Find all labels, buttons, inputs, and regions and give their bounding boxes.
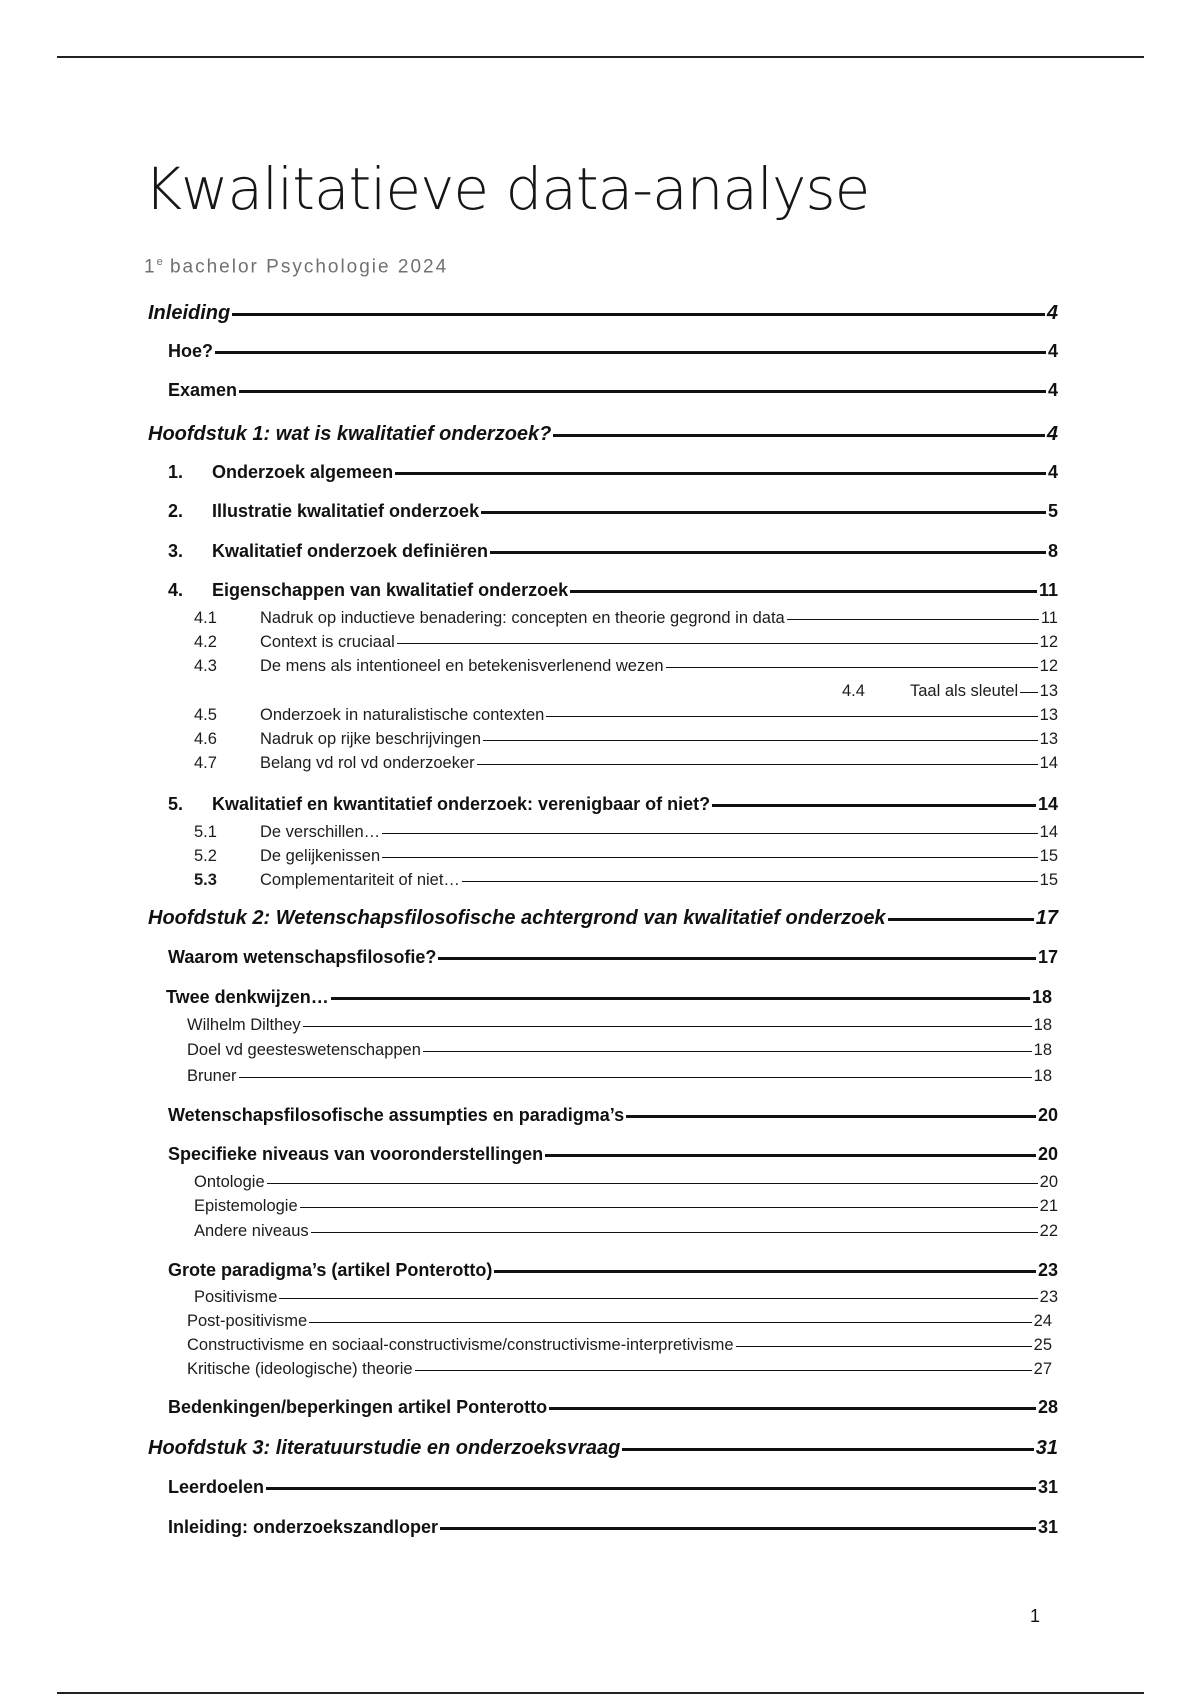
- toc-entry-page: 18: [1033, 1067, 1052, 1085]
- toc-entry[interactable]: [187, 1067, 1052, 1089]
- toc-leader-line: [239, 390, 1046, 393]
- toc-entry-number: 5.3: [194, 871, 217, 889]
- toc-entry[interactable]: [194, 823, 1058, 845]
- toc-entry[interactable]: [168, 541, 1058, 565]
- toc-entry[interactable]: [194, 1222, 1058, 1244]
- toc-entry-label: De gelijkenissen: [260, 847, 381, 865]
- toc-leader-line: [300, 1207, 1038, 1208]
- toc-entry-page: 13: [1039, 730, 1058, 748]
- toc-entry-page: 27: [1033, 1360, 1052, 1378]
- toc-entry[interactable]: [187, 1016, 1052, 1038]
- toc-entry[interactable]: [194, 1197, 1058, 1219]
- toc-entry-number: 5.: [168, 794, 184, 814]
- toc-leader-line: [462, 881, 1038, 882]
- toc-entry-page: 18: [1031, 987, 1052, 1007]
- toc-leader-line: [490, 551, 1046, 554]
- toc-entry[interactable]: [168, 580, 1058, 604]
- toc-entry-label: Waarom wetenschapsfilosofie?: [168, 947, 437, 967]
- toc-entry-number: 4.7: [194, 754, 217, 772]
- toc-entry-page: 11: [1040, 609, 1058, 627]
- toc-leader-line: [483, 740, 1038, 741]
- toc-entry-label: Belang vd rol vd onderzoeker: [260, 754, 475, 772]
- toc-entry[interactable]: [168, 462, 1058, 486]
- toc-entry-label: Inleiding: [148, 302, 231, 324]
- toc-entry-number: 4.2: [194, 633, 217, 651]
- toc-entry-label: Post-positivisme: [187, 1312, 308, 1330]
- toc-entry-label: Hoofdstuk 2: Wetenschapsfilosofische achtergrond van kwalitatief onderzoek: [148, 907, 886, 929]
- toc-leader-line: [395, 472, 1046, 475]
- toc-entry[interactable]: [194, 1173, 1058, 1195]
- toc-entry[interactable]: [168, 1397, 1058, 1421]
- toc-entry-label: Eigenschappen van kwalitatief onderzoek: [212, 580, 569, 600]
- toc-entry[interactable]: [194, 847, 1058, 869]
- toc-leader-line: [546, 716, 1037, 717]
- toc-entry-page: 21: [1039, 1197, 1058, 1215]
- toc-entry-page: 4: [1047, 462, 1058, 482]
- toc-entry-number: 5.2: [194, 847, 217, 865]
- toc-entry[interactable]: [148, 1437, 1058, 1463]
- page-number: 1: [1030, 1606, 1041, 1626]
- toc-leader-line: [494, 1270, 1036, 1273]
- toc-entry[interactable]: [187, 1336, 1052, 1358]
- toc-entry[interactable]: [194, 633, 1058, 655]
- toc-entry[interactable]: [168, 947, 1058, 971]
- toc-entry-label: Positivisme: [194, 1288, 278, 1306]
- toc-entry-label: Hoofdstuk 3: literatuurstudie en onderzoeksvraag: [148, 1437, 621, 1459]
- toc-entry-label: Kritische (ideologische) theorie: [187, 1360, 413, 1378]
- toc-entry-page: 5: [1047, 501, 1058, 521]
- toc-entry-page: 4: [1046, 423, 1058, 445]
- toc-leader-line: [397, 643, 1038, 644]
- toc-leader-line: [545, 1154, 1036, 1157]
- toc-entry-number: 3.: [168, 541, 184, 561]
- toc-entry-number: 4.5: [194, 706, 217, 724]
- toc-entry-label: Wetenschapsfilosofische assumpties en paradigma’s: [168, 1105, 625, 1125]
- toc-entry-page: 13: [1039, 706, 1058, 724]
- toc-entry-page: 23: [1039, 1288, 1058, 1306]
- toc-entry[interactable]: [148, 302, 1058, 328]
- toc-entry[interactable]: [194, 871, 1058, 893]
- toc-entry-page: 12: [1039, 633, 1058, 651]
- toc-entry[interactable]: [168, 341, 1058, 365]
- toc-entry-label: Bruner: [187, 1067, 237, 1085]
- toc-entry-page: 22: [1039, 1222, 1058, 1240]
- toc-entry-page: 17: [1037, 947, 1058, 967]
- toc-entry[interactable]: [148, 907, 1058, 933]
- toc-entry-page: 4: [1047, 380, 1058, 400]
- toc-leader-line: [382, 857, 1037, 858]
- toc-leader-line: [622, 1448, 1033, 1451]
- toc-entry[interactable]: [168, 1144, 1058, 1168]
- toc-leader-line: [787, 619, 1039, 620]
- toc-entry-page: 20: [1037, 1144, 1058, 1164]
- toc-entry-label: Bedenkingen/beperkingen artikel Ponterotto: [168, 1397, 548, 1417]
- toc-leader-line: [215, 351, 1046, 354]
- document-title: Kwalitatieve data-analyse: [144, 155, 870, 223]
- toc-entry-label: Kwalitatief onderzoek definiëren: [212, 541, 489, 561]
- toc-entry-number: 4.4: [842, 682, 865, 700]
- toc-entry[interactable]: [166, 987, 1052, 1011]
- toc-entry-label: Specifieke niveaus van vooronderstellingen: [168, 1144, 544, 1164]
- toc-entry-page: 14: [1039, 823, 1058, 841]
- toc-entry[interactable]: [168, 1477, 1058, 1501]
- toc-leader-line: [736, 1346, 1032, 1347]
- toc-entry-page: 12: [1039, 657, 1058, 675]
- toc-entry[interactable]: [168, 1517, 1058, 1541]
- toc-leader-line: [1020, 692, 1037, 693]
- toc-entry-page: 20: [1039, 1173, 1058, 1191]
- toc-entry-label: Doel vd geesteswetenschappen: [187, 1041, 421, 1059]
- toc-entry-number: 4.: [168, 580, 184, 600]
- toc-leader-line: [239, 1077, 1032, 1078]
- toc-entry-number: 2.: [168, 501, 184, 521]
- toc-entry-page: 31: [1037, 1477, 1058, 1497]
- toc-entry-label: De mens als intentioneel en betekenisverlenend wezen: [260, 657, 664, 675]
- toc-entry-page: 11: [1038, 580, 1058, 600]
- toc-entry-label: Wilhelm Dilthey: [187, 1016, 301, 1034]
- toc-leader-line: [666, 667, 1038, 668]
- toc-leader-line: [303, 1026, 1032, 1027]
- toc-entry-label: Kwalitatief en kwantitatief onderzoek: verenigbaar of niet?: [212, 794, 711, 814]
- toc-entry[interactable]: [194, 657, 1058, 679]
- toc-leader-line: [311, 1232, 1038, 1233]
- toc-leader-line: [382, 833, 1038, 834]
- subtitle-text: bachelor Psychologie 2024: [162, 256, 449, 278]
- toc-leader-line: [481, 511, 1046, 514]
- toc-entry-label: Illustratie kwalitatief onderzoek: [212, 501, 480, 521]
- toc-entry[interactable]: [842, 682, 1058, 704]
- toc-entry-label: Onderzoek in naturalistische contexten: [260, 706, 545, 724]
- toc-leader-line: [570, 590, 1037, 593]
- toc-entry-page: 31: [1035, 1437, 1058, 1459]
- toc-entry-label: Onderzoek algemeen: [212, 462, 394, 482]
- toc-entry-page: 18: [1033, 1016, 1052, 1034]
- toc-entry[interactable]: [168, 501, 1058, 525]
- toc-entry-label: De verschillen…: [260, 823, 381, 841]
- toc-entry[interactable]: [168, 1260, 1058, 1284]
- toc-entry[interactable]: [148, 423, 1058, 449]
- toc-entry-page: 24: [1033, 1312, 1052, 1330]
- toc-leader-line: [423, 1051, 1032, 1052]
- toc-leader-line: [888, 918, 1034, 921]
- toc-entry-number: 4.6: [194, 730, 217, 748]
- toc-leader-line: [553, 434, 1044, 437]
- toc-leader-line: [712, 804, 1036, 807]
- toc-entry[interactable]: [194, 754, 1058, 776]
- subtitle-ordinal-suffix: e: [156, 256, 163, 268]
- toc-entry-page: 17: [1035, 907, 1058, 929]
- toc-entry[interactable]: [194, 706, 1058, 728]
- toc-leader-line: [438, 957, 1036, 960]
- toc-entry-page: 14: [1037, 794, 1058, 814]
- toc-entry-label: Inleiding: onderzoekszandloper: [168, 1517, 439, 1537]
- toc-entry-page: 13: [1039, 682, 1058, 700]
- toc-leader-line: [279, 1298, 1037, 1299]
- toc-entry-page: 28: [1037, 1397, 1058, 1417]
- toc-entry-label: Examen: [168, 380, 238, 400]
- toc-leader-line: [331, 997, 1030, 1000]
- toc-entry-label: Epistemologie: [194, 1197, 298, 1215]
- toc-entry-page: 4: [1046, 302, 1058, 324]
- toc-entry-label: Taal als sleutel: [910, 682, 1019, 700]
- toc-entry-page: 15: [1039, 871, 1058, 889]
- toc-entry-page: 31: [1037, 1517, 1058, 1537]
- toc-leader-line: [266, 1487, 1036, 1490]
- toc-entry-number: 4.1: [194, 609, 217, 627]
- toc-entry[interactable]: [194, 1288, 1058, 1310]
- toc-entry-label: Grote paradigma’s (artikel Ponterotto): [168, 1260, 493, 1280]
- toc-entry[interactable]: [168, 1105, 1058, 1129]
- toc-leader-line: [415, 1370, 1032, 1371]
- toc-entry-page: 15: [1039, 847, 1058, 865]
- toc-entry[interactable]: [194, 609, 1058, 631]
- toc-entry[interactable]: [168, 380, 1058, 404]
- toc-entry[interactable]: [187, 1360, 1052, 1382]
- toc-entry-label: Complementariteit of niet…: [260, 871, 460, 889]
- toc-leader-line: [267, 1183, 1038, 1184]
- toc-entry-label: Hoe?: [168, 341, 213, 361]
- toc-entry-page: 8: [1047, 541, 1058, 561]
- toc-leader-line: [440, 1527, 1036, 1530]
- toc-entry[interactable]: [168, 794, 1058, 818]
- toc-entry-page: 4: [1047, 341, 1058, 361]
- toc-entry-label: Nadruk op rijke beschrijvingen: [260, 730, 482, 748]
- toc-entry[interactable]: [194, 730, 1058, 752]
- toc-entry-label: Constructivisme en sociaal-constructivisme/constructivisme-interpretivisme: [187, 1336, 734, 1354]
- toc-leader-line: [477, 764, 1038, 765]
- toc-entry-page: 25: [1033, 1336, 1052, 1354]
- toc-entry-number: 1.: [168, 462, 184, 482]
- toc-entry-page: 14: [1039, 754, 1058, 772]
- toc-entry-label: Context is cruciaal: [260, 633, 395, 651]
- toc-entry-label: Ontologie: [194, 1173, 265, 1191]
- toc-leader-line: [626, 1115, 1036, 1118]
- toc-entry-page: 23: [1037, 1260, 1058, 1280]
- toc-entry-label: Hoofdstuk 1: wat is kwalitatief onderzoek?: [148, 423, 552, 445]
- toc-entry-page: 18: [1033, 1041, 1052, 1059]
- toc-entry-page: 20: [1037, 1105, 1058, 1125]
- toc-entry-label: Andere niveaus: [194, 1222, 309, 1240]
- toc-leader-line: [232, 313, 1045, 316]
- toc-entry[interactable]: [187, 1041, 1052, 1063]
- footer-rule: [57, 1692, 1144, 1694]
- subtitle-year-number: 1: [144, 256, 157, 278]
- toc-leader-line: [309, 1322, 1032, 1323]
- toc-entry-number: 5.1: [194, 823, 217, 841]
- toc-entry-number: 4.3: [194, 657, 217, 675]
- toc-entry-label: Leerdoelen: [168, 1477, 265, 1497]
- toc-leader-line: [549, 1407, 1036, 1410]
- toc-entry[interactable]: [187, 1312, 1052, 1334]
- toc-entry-label: Nadruk op inductieve benadering: concepten en theorie gegrond in data: [260, 609, 785, 627]
- toc-entry-label: Twee denkwijzen…: [166, 987, 329, 1007]
